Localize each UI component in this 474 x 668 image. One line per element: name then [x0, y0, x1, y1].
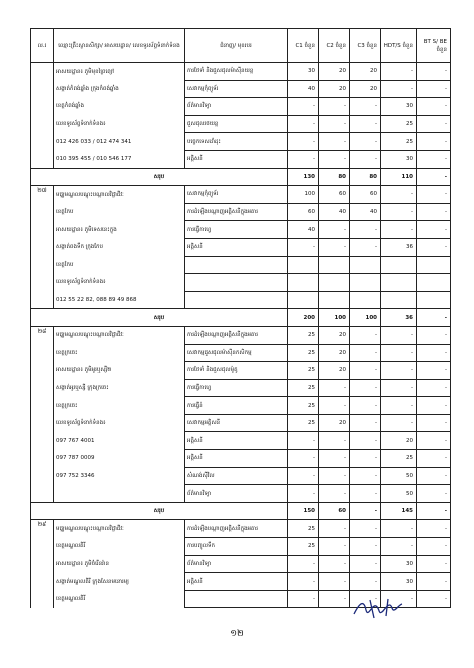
- entity-cell: អាសយដ្ឋាន៖ ភូមិអូរឬស្សី២: [54, 362, 185, 380]
- c1-cell: 25: [288, 414, 319, 432]
- specialty-cell: [185, 256, 288, 274]
- c1-cell: -: [288, 485, 319, 503]
- c1-cell: 100: [288, 186, 319, 204]
- entity-cell: អាសយដ្ឋាន៖ ភូមិមុខព្រៃព្យៅ: [54, 63, 185, 81]
- c3-cell: -: [350, 450, 381, 468]
- bts-cell: -: [417, 186, 451, 204]
- subtotal-bts: -: [417, 309, 451, 327]
- c2-cell: -: [319, 520, 350, 538]
- subtotal-c2: 80: [319, 168, 350, 186]
- c3-cell: -: [350, 414, 381, 432]
- c3-cell: -: [350, 397, 381, 415]
- c3-cell: [350, 256, 381, 274]
- c3-cell: -: [350, 555, 381, 573]
- subtotal-hdt: 110: [381, 168, 417, 186]
- row-number: [31, 467, 54, 485]
- hdt-cell: -: [381, 344, 417, 362]
- specialty-cell: អគ្គិសនី: [185, 573, 288, 591]
- header-no: ល.រ: [31, 29, 54, 63]
- entity-cell: លេខទូរស័ព្ទទំនាក់ទំនង៖: [54, 274, 185, 292]
- specialty-cell: អគ្គិសនី: [185, 450, 288, 468]
- c3-cell: -: [350, 238, 381, 256]
- entity-cell: សង្កាត់ពងទឹក ក្រុងកែប: [54, 238, 185, 256]
- bts-cell: -: [417, 238, 451, 256]
- entity-cell: ខេត្តក្រចេះ: [54, 344, 185, 362]
- row-number: [31, 485, 54, 503]
- c1-cell: 25: [288, 362, 319, 380]
- bts-cell: -: [417, 326, 451, 344]
- row-number: [31, 256, 54, 274]
- hdt-cell: 30: [381, 150, 417, 168]
- entity-cell: អាសយដ្ឋាន៖ ភូមិចំរើនរ៉ាន: [54, 555, 185, 573]
- c2-cell: -: [319, 450, 350, 468]
- bts-cell: -: [417, 555, 451, 573]
- entity-cell: មជ្ឈមណ្ឌលបណ្តុះបណ្តាលវិជ្ជាជីវៈ: [54, 326, 185, 344]
- c2-cell: 20: [319, 414, 350, 432]
- c2-cell: -: [319, 150, 350, 168]
- bts-cell: -: [417, 520, 451, 538]
- header-bts: BT S/ BE ចំនួន: [417, 29, 451, 63]
- row-number: [31, 98, 54, 116]
- document-page: [30, 28, 447, 608]
- entity-cell: ខេត្តកែប: [54, 256, 185, 274]
- c3-cell: 40: [350, 203, 381, 221]
- c1-cell: 25: [288, 326, 319, 344]
- c3-cell: -: [350, 326, 381, 344]
- bts-cell: -: [417, 573, 451, 591]
- c2-cell: -: [319, 221, 350, 239]
- c1-cell: -: [288, 450, 319, 468]
- table-row: [31, 115, 451, 133]
- specialty-cell: ការធ្វើនំ: [185, 397, 288, 415]
- c2-cell: [319, 274, 350, 292]
- hdt-cell: -: [381, 63, 417, 81]
- signature-image: [352, 596, 408, 622]
- entity-cell: សង្កាត់មណ្ឌលគិរី ក្រុងសែនមនោរម្យ: [54, 573, 185, 591]
- specialty-cell: ការដំឡើងបណ្តាញអគ្គិសនីក្នុងអគារ: [185, 520, 288, 538]
- c1-cell: 40: [288, 221, 319, 239]
- c3-cell: -: [350, 590, 381, 608]
- entity-cell: 097 752 3346: [54, 467, 185, 485]
- c1-cell: 60: [288, 203, 319, 221]
- row-number: [31, 414, 54, 432]
- bts-cell: -: [417, 221, 451, 239]
- table-row: [31, 520, 451, 538]
- subtotal-c3: -: [350, 502, 381, 520]
- c3-cell: -: [350, 520, 381, 538]
- specialty-cell: ការដំឡើងបណ្តាញអគ្គិសនីក្នុងអគារ: [185, 203, 288, 221]
- specialty-cell: សេវាកម្មកុំព្យូទ័រ: [185, 80, 288, 98]
- row-number: ២៩: [31, 520, 54, 538]
- hdt-cell: 25: [381, 115, 417, 133]
- row-number: [31, 133, 54, 151]
- table-row: [31, 555, 451, 573]
- c1-cell: 25: [288, 538, 319, 556]
- subtotal-hdt: 36: [381, 309, 417, 327]
- c2-cell: 20: [319, 344, 350, 362]
- hdt-cell: -: [381, 203, 417, 221]
- hdt-cell: -: [381, 538, 417, 556]
- hdt-cell: 20: [381, 432, 417, 450]
- header-hdt: HDT/S ចំនួន: [381, 29, 417, 63]
- c1-cell: 40: [288, 80, 319, 98]
- c3-cell: -: [350, 485, 381, 503]
- c3-cell: [350, 291, 381, 309]
- row-number: [31, 538, 54, 556]
- table-row: [31, 485, 451, 503]
- entity-cell: [54, 485, 185, 503]
- hdt-cell: -: [381, 362, 417, 380]
- row-number: [31, 450, 54, 468]
- c2-cell: -: [319, 133, 350, 151]
- bts-cell: [417, 274, 451, 292]
- specialty-cell: ការបញ្ចូលទឹក: [185, 538, 288, 556]
- table-row: [31, 256, 451, 274]
- c3-cell: -: [350, 432, 381, 450]
- c1-cell: 25: [288, 344, 319, 362]
- specialty-cell: ព័ត៌មានវិទ្យា: [185, 555, 288, 573]
- hdt-cell: -: [381, 590, 417, 608]
- specialty-cell: សេវាកម្មជួសជុលម៉ាស៊ីនកសិកម្ម: [185, 344, 288, 362]
- hdt-cell: -: [381, 520, 417, 538]
- bts-cell: -: [417, 590, 451, 608]
- table-row: [31, 221, 451, 239]
- c2-cell: 20: [319, 362, 350, 380]
- specialty-cell: អគ្គិសនី: [185, 432, 288, 450]
- row-number: [31, 432, 54, 450]
- c2-cell: [319, 291, 350, 309]
- c3-cell: -: [350, 573, 381, 591]
- specialty-cell: អគ្គិសនី: [185, 238, 288, 256]
- c1-cell: 25: [288, 397, 319, 415]
- subtotal-row: [31, 309, 451, 327]
- page-number: ១២: [230, 629, 244, 639]
- table-row: [31, 238, 451, 256]
- specialty-cell: ការថែទាំ និងជួសជុលម៉ាស៊ីនយន្ត: [185, 63, 288, 81]
- table-row: [31, 467, 451, 485]
- entity-cell: ខេត្តកែប: [54, 203, 185, 221]
- c2-cell: [319, 256, 350, 274]
- subtotal-c1: 200: [288, 309, 319, 327]
- header-c3: C3 ចំនួន: [350, 29, 381, 63]
- specialty-cell: បច្ចេកទេសដាំដុះ: [185, 133, 288, 151]
- row-number: [31, 362, 54, 380]
- c2-cell: 60: [319, 186, 350, 204]
- specialty-cell: [185, 274, 288, 292]
- row-number: [31, 291, 54, 309]
- specialty-cell: អគ្គិសនី: [185, 150, 288, 168]
- hdt-cell: 25: [381, 450, 417, 468]
- hdt-cell: [381, 256, 417, 274]
- bts-cell: -: [417, 80, 451, 98]
- entity-cell: សង្កាត់អូរឬស្សី ក្រុងក្រចេះ: [54, 379, 185, 397]
- table-row: [31, 98, 451, 116]
- c2-cell: 20: [319, 326, 350, 344]
- bts-cell: -: [417, 203, 451, 221]
- hdt-cell: -: [381, 80, 417, 98]
- c2-cell: 40: [319, 203, 350, 221]
- entity-cell: លេខទូរស័ព្ទទំនាក់ទំនង៖: [54, 115, 185, 133]
- row-number: [31, 590, 54, 608]
- entity-cell: ខេត្តក្រចេះ: [54, 397, 185, 415]
- table-row: [31, 186, 451, 204]
- c2-cell: -: [319, 238, 350, 256]
- table-row: [31, 450, 451, 468]
- c2-cell: -: [319, 397, 350, 415]
- c1-cell: 30: [288, 63, 319, 81]
- entity-cell: ខេត្តកំពង់ឆ្នាំង: [54, 98, 185, 116]
- entity-cell: 010 395 455 / 010 546 177: [54, 150, 185, 168]
- row-number: [31, 221, 54, 239]
- hdt-cell: 25: [381, 133, 417, 151]
- c3-cell: 20: [350, 80, 381, 98]
- subtotal-c1: 130: [288, 168, 319, 186]
- table-row: [31, 326, 451, 344]
- specialty-cell: សេវាកម្មកុំព្យូទ័រ: [185, 186, 288, 204]
- row-number: [31, 274, 54, 292]
- subtotal-c2: 100: [319, 309, 350, 327]
- c1-cell: -: [288, 573, 319, 591]
- table-row: [31, 150, 451, 168]
- header-entity: ឈ្មោះគ្រឹះស្ថានសិក្សា/ អាសយដ្ឋាន/ លេខទូរស័ព្ទទំនាក់ទំនង: [54, 29, 185, 63]
- entity-cell: មជ្ឈមណ្ឌលបណ្តុះបណ្តាលវិជ្ជាជីវៈ: [54, 520, 185, 538]
- c1-cell: -: [288, 555, 319, 573]
- subtotal-c2: 60: [319, 502, 350, 520]
- bts-cell: -: [417, 133, 451, 151]
- table-row: [31, 362, 451, 380]
- subtotal-bts: -: [417, 168, 451, 186]
- c1-cell: -: [288, 238, 319, 256]
- entity-cell: លេខទូរស័ព្ទទំនាក់ទំនង៖: [54, 414, 185, 432]
- c2-cell: 20: [319, 80, 350, 98]
- c2-cell: -: [319, 98, 350, 116]
- c1-cell: -: [288, 133, 319, 151]
- bts-cell: -: [417, 362, 451, 380]
- specialty-cell: ព័ត៌មានវិទ្យា: [185, 485, 288, 503]
- subtotal-c3: 80: [350, 168, 381, 186]
- c3-cell: -: [350, 115, 381, 133]
- table-row: [31, 80, 451, 98]
- specialty-cell: សេវាកម្មអគ្គិសនី: [185, 414, 288, 432]
- c2-cell: -: [319, 555, 350, 573]
- table-row: [31, 274, 451, 292]
- c1-cell: [288, 291, 319, 309]
- c2-cell: -: [319, 379, 350, 397]
- bts-cell: [417, 291, 451, 309]
- c1-cell: 25: [288, 520, 319, 538]
- specialty-cell: ការធ្វើកាហ្វេ: [185, 379, 288, 397]
- hdt-cell: -: [381, 414, 417, 432]
- c3-cell: 20: [350, 63, 381, 81]
- row-number: [31, 344, 54, 362]
- specialty-cell: ការដំឡើងបណ្តាញអគ្គិសនីក្នុងអគារ: [185, 326, 288, 344]
- entity-cell: 012 426 033 / 012 474 341: [54, 133, 185, 151]
- row-number: [31, 115, 54, 133]
- table-row: [31, 432, 451, 450]
- specialty-cell: [185, 291, 288, 309]
- row-number: [31, 203, 54, 221]
- hdt-cell: -: [381, 326, 417, 344]
- subtotal-c3: 100: [350, 309, 381, 327]
- entity-cell: 097 787 0009: [54, 450, 185, 468]
- table-body: [31, 63, 451, 608]
- bts-cell: -: [417, 150, 451, 168]
- hdt-cell: -: [381, 186, 417, 204]
- row-number: [31, 238, 54, 256]
- bts-cell: -: [417, 98, 451, 116]
- c3-cell: -: [350, 538, 381, 556]
- bts-cell: -: [417, 344, 451, 362]
- specialty-cell: [185, 590, 288, 608]
- training-institutions-table: [30, 28, 451, 608]
- c2-cell: -: [319, 115, 350, 133]
- c1-cell: -: [288, 115, 319, 133]
- c3-cell: -: [350, 150, 381, 168]
- row-number: [31, 80, 54, 98]
- c1-cell: -: [288, 98, 319, 116]
- specialty-cell: ជួសជុលរថយន្ត: [185, 115, 288, 133]
- c2-cell: -: [319, 573, 350, 591]
- row-number: ២៧: [31, 186, 54, 204]
- c2-cell: -: [319, 485, 350, 503]
- c1-cell: [288, 256, 319, 274]
- c1-cell: -: [288, 467, 319, 485]
- specialty-cell: សំណង់ស៊ីវិល: [185, 467, 288, 485]
- header-c2: C2 ចំនួន: [319, 29, 350, 63]
- row-number: [31, 150, 54, 168]
- bts-cell: -: [417, 414, 451, 432]
- c3-cell: -: [350, 133, 381, 151]
- table-header-row: [31, 29, 451, 63]
- hdt-cell: -: [381, 379, 417, 397]
- c3-cell: 60: [350, 186, 381, 204]
- row-number: [31, 379, 54, 397]
- hdt-cell: [381, 274, 417, 292]
- specialty-cell: ការធ្វើកាហ្វេ: [185, 221, 288, 239]
- bts-cell: -: [417, 485, 451, 503]
- specialty-cell: ការថែទាំ និងជួសជុលម៉ូតូ: [185, 362, 288, 380]
- table-row: [31, 63, 451, 81]
- c3-cell: -: [350, 344, 381, 362]
- subtotal-row: [31, 168, 451, 186]
- c2-cell: 20: [319, 63, 350, 81]
- subtotal-hdt: 145: [381, 502, 417, 520]
- subtotal-label: សរុប: [31, 502, 288, 520]
- entity-cell: អាសយដ្ឋាន៖ ភូមិទេសនេះក្លូង: [54, 221, 185, 239]
- c3-cell: -: [350, 362, 381, 380]
- row-number: [31, 555, 54, 573]
- hdt-cell: 50: [381, 467, 417, 485]
- c1-cell: -: [288, 590, 319, 608]
- header-specialty: ជំនាញ/ មុខរបរ: [185, 29, 288, 63]
- entity-cell: មជ្ឈមណ្ឌលបណ្តុះបណ្តាលវិជ្ជាជីវៈ: [54, 186, 185, 204]
- row-number: [31, 397, 54, 415]
- hdt-cell: 30: [381, 573, 417, 591]
- bts-cell: -: [417, 379, 451, 397]
- specialty-cell: ព័ត៌មានវិទ្យា: [185, 98, 288, 116]
- hdt-cell: 36: [381, 238, 417, 256]
- c2-cell: -: [319, 467, 350, 485]
- c1-cell: 25: [288, 379, 319, 397]
- bts-cell: -: [417, 432, 451, 450]
- entity-cell: សង្កាត់កំពង់ឆ្នាំង ក្រុងកំពង់ឆ្នាំង: [54, 80, 185, 98]
- hdt-cell: 30: [381, 555, 417, 573]
- table-row: [31, 133, 451, 151]
- subtotal-bts: -: [417, 502, 451, 520]
- table-row: [31, 291, 451, 309]
- table-row: [31, 344, 451, 362]
- row-number: [31, 63, 54, 81]
- entity-cell: ខេត្តមណ្ឌលគិរី: [54, 590, 185, 608]
- bts-cell: -: [417, 63, 451, 81]
- bts-cell: -: [417, 450, 451, 468]
- hdt-cell: 50: [381, 485, 417, 503]
- c3-cell: [350, 274, 381, 292]
- table-row: [31, 397, 451, 415]
- table-row: [31, 538, 451, 556]
- c3-cell: -: [350, 98, 381, 116]
- subtotal-row: [31, 502, 451, 520]
- bts-cell: -: [417, 115, 451, 133]
- table-row: [31, 573, 451, 591]
- header-c1: C1 ចំនួន: [288, 29, 319, 63]
- bts-cell: -: [417, 397, 451, 415]
- table-row: [31, 203, 451, 221]
- subtotal-label: សរុប: [31, 168, 288, 186]
- subtotal-c1: 150: [288, 502, 319, 520]
- hdt-cell: -: [381, 221, 417, 239]
- c1-cell: -: [288, 432, 319, 450]
- table-row: [31, 414, 451, 432]
- c1-cell: [288, 274, 319, 292]
- table-row: [31, 379, 451, 397]
- hdt-cell: -: [381, 397, 417, 415]
- c3-cell: -: [350, 467, 381, 485]
- c2-cell: -: [319, 432, 350, 450]
- entity-cell: 097 767 4001: [54, 432, 185, 450]
- c1-cell: -: [288, 150, 319, 168]
- bts-cell: [417, 256, 451, 274]
- row-number: [31, 573, 54, 591]
- bts-cell: -: [417, 538, 451, 556]
- c3-cell: -: [350, 379, 381, 397]
- hdt-cell: [381, 291, 417, 309]
- row-number: ២៨: [31, 326, 54, 344]
- entity-cell: ខេត្តមណ្ឌលគិរី: [54, 538, 185, 556]
- c2-cell: -: [319, 538, 350, 556]
- c2-cell: -: [319, 590, 350, 608]
- entity-cell: 012 55 22 82, 088 89 49 868: [54, 291, 185, 309]
- c3-cell: -: [350, 221, 381, 239]
- subtotal-label: សរុប: [31, 309, 288, 327]
- bts-cell: -: [417, 467, 451, 485]
- hdt-cell: 30: [381, 98, 417, 116]
